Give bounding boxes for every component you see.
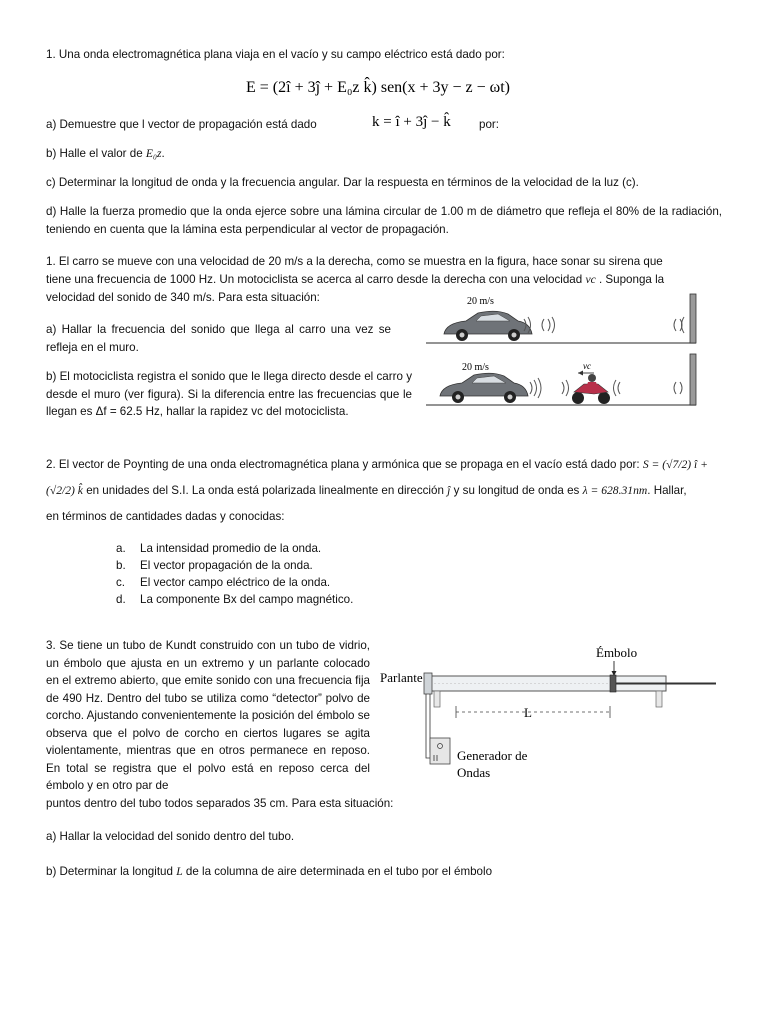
intro-line-2a: tiene una frecuencia de 1000 Hz. Un motociclista se acerca al carro desde la derecha con una velocidad: [46, 273, 583, 286]
speaker-icon: [424, 673, 432, 694]
problem-3-line-2: [46, 482, 722, 500]
motorcycle-icon: [572, 374, 610, 404]
line-2-text-a: en unidades del S.I. La onda está polarizada linealmente en dirección: [86, 484, 444, 497]
motorcyclist-velocity-label: vc: [583, 361, 591, 371]
line-2-text-c: . Hallar,: [647, 484, 687, 497]
problem-1-part-d: d) Halle la fuerza promedio que la onda ejerce sobre una lámina circular de 1.00 m de diámetro que refleja el 80% de la radiación, teniendo en cuenta que la lámina esta perpendicular al vector de propagación.: [46, 205, 722, 236]
wall-top: [690, 294, 696, 343]
length-label: L: [524, 705, 532, 720]
polarization-direction: ĵ: [447, 484, 451, 497]
problem-3-items: [116, 540, 353, 608]
list-item: c. El vector campo eléctrico de la onda.: [116, 576, 331, 589]
problem-4-intro-last: puntos dentro del tubo todos separados 35 cm. Para esta situación:: [46, 797, 394, 810]
problem-2-intro-line-2: [46, 271, 722, 289]
problem-4-intro: 3. Se tiene un tubo de Kundt construido con un tubo de vidrio, un émbolo que ajusta en un extremo y un parlante colocado en el extremo abierto, que emite sonido con una frecuencia fija de 490 Hz. Dentro del tubo se utiliza como “detector” polvo de corcho. Ajustando convenientemente la posición del émbolo se observa que el polvo de corcho en ciertos lugares se agita violentamente, mientras que en otros permanece en reposo. En total se registra que el polvo está en reposo cerca del émbolo y en otro par de: [46, 639, 370, 792]
part-b-variable: E₀z: [145, 147, 162, 160]
list-item: d. La componente Bx del campo magnético.: [116, 593, 354, 606]
velocity-label-bottom: 20 m/s: [462, 362, 489, 373]
part-b-text-2: de la columna de aire determinada en el tubo por el émbolo: [185, 865, 493, 878]
problem-3-intro: [46, 456, 746, 474]
generator-label-2: Ondas: [457, 765, 491, 780]
sound-wave-icon-top: [524, 317, 684, 333]
line-2-text-b: y su longitud de onda es: [453, 484, 580, 497]
poynting-vector-equation-2: (√2/2) k̂: [46, 484, 83, 497]
problem-2-part-a: a) Hallar la frecuencia del sonido que llega al carro una vez se refleja en el muro.: [46, 323, 391, 354]
part-a-suffix: por:: [479, 118, 499, 131]
list-item: a. La intensidad promedio de la onda.: [116, 542, 322, 555]
wave-generator-icon: [430, 738, 450, 764]
electric-field-equation: E = (2î + 3ĵ + E₀z k̂) sen(x + 3y − z − ωt): [246, 79, 510, 96]
problem-4-part-a: a) Hallar la velocidad del sonido dentro del tubo.: [46, 830, 295, 843]
parlante-label: Parlante: [380, 670, 423, 685]
generator-label-1: Generador de: [457, 748, 528, 763]
problem-2-intro-line-1: 1. El carro se mueve con una velocidad de 20 m/s a la derecha, como se muestra en la figura, hace sonar su sirena que: [46, 255, 663, 268]
length-variable: L: [176, 865, 183, 878]
problem-1-part-b: b) Halle el valor de E₀z.: [46, 147, 165, 160]
problem-2-intro-line-3: velocidad del sonido de 340 m/s. Para esta situación:: [46, 291, 320, 304]
glass-tube: [430, 676, 666, 707]
poynting-vector-equation-1: S = (√7/2) î +: [642, 458, 709, 471]
intro-line-2b: . Suponga la: [598, 273, 665, 286]
part-a-text: a) Demuestre que l vector de propagación está dado: [46, 118, 317, 131]
problem-3-line-3: en términos de cantidades dadas y conocidas:: [46, 510, 285, 523]
wall-bottom: [690, 354, 696, 405]
part-b-text-1: b) Determinar la longitud: [46, 865, 173, 878]
wavelength-value: λ = 628.31nm: [582, 484, 648, 497]
car-icon-bottom: [440, 373, 528, 403]
problem-4-part-b: [46, 863, 722, 881]
propagation-vector-equation: k = î + 3ĵ − k̂: [372, 114, 451, 130]
part-b-text: b) Halle el valor de: [46, 147, 143, 160]
velocity-label-top: 20 m/s: [467, 296, 494, 307]
car-wall-figure: [426, 288, 726, 412]
poynting-intro-text: 2. El vector de Poynting de una onda electromagnética plana y armónica que se propaga en el vacío está dado por:: [46, 458, 640, 471]
list-item: b. El vector propagación de la onda.: [116, 559, 313, 572]
kundt-tube-figure: [378, 640, 723, 785]
motorcyclist-velocity-var: vc: [585, 273, 596, 286]
car-icon-top: [444, 311, 532, 341]
problem-1-intro: 1. Una onda electromagnética plana viaja en el vacío y su campo eléctrico está dado por:: [46, 48, 505, 61]
problem-1-part-a: [46, 116, 317, 134]
problem-2-part-b: b) El motociclista registra el sonido que le llega directo desde el carro y desde el muro (ver figura). Si la diferencia entre las frecuencias que le llegan es Δf = 62.5 Hz, hallar la rapidez vc del motociclista.: [46, 370, 412, 418]
embolo-label: Émbolo: [596, 645, 638, 660]
problem-1-part-c: c) Determinar la longitud de onda y la frecuencia angular. Dar la respuesta en términos de la velocidad de la luz (c).: [46, 176, 639, 189]
